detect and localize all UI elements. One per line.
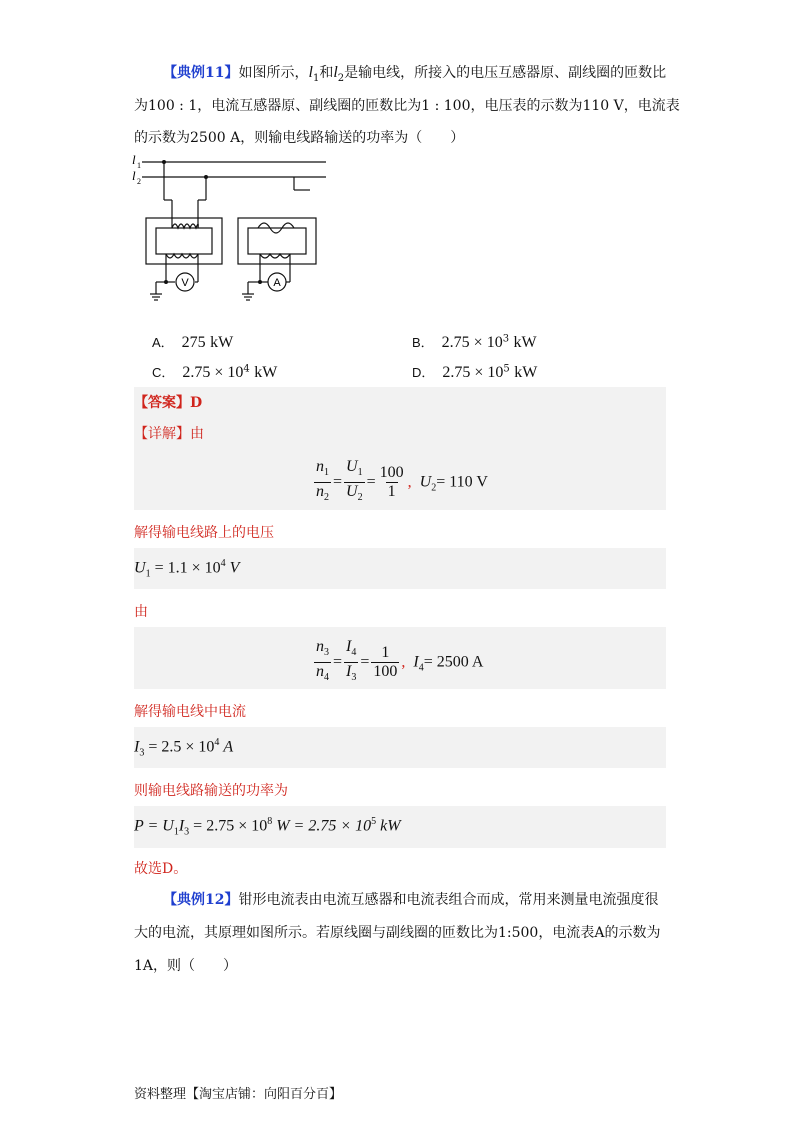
label-l1: l	[132, 152, 136, 167]
detail-line: 【详解】由	[134, 426, 204, 442]
svg-text:V: V	[181, 277, 189, 289]
label-l2: l	[132, 168, 136, 183]
text-from: 由	[134, 604, 148, 620]
q11-line3: 的示数为2500 A，则输电线路输送的功率为（ ）	[134, 130, 465, 146]
option-c[interactable]: C． $2.75 \times 10^4$ kW	[152, 363, 278, 381]
option-a[interactable]: A． 275 kW	[152, 334, 234, 351]
q12-line3: 1A，则（ ）	[134, 958, 238, 974]
q11-tag: 【典例11】	[163, 65, 239, 81]
svg-text:2: 2	[137, 177, 141, 186]
q12-line1: 【典例12】钳形电流表由电流互感器和电流表组合而成，常用来测量电流强度很	[163, 892, 659, 908]
ammeter-icon	[268, 273, 286, 291]
transformer-circuit-diagram	[130, 150, 330, 310]
q11-line2: 为100 : 1，电流互感器原、副线圈的匝数比为1 : 100，电压表的示数为110 V，电流表	[134, 98, 680, 114]
conclusion: 故选D。	[134, 861, 188, 877]
text-power: 则输电线路输送的功率为	[134, 783, 288, 799]
q12-line2: 大的电流，其原理如图所示。若原线圈与副线圈的匝数比为1:500，电流表A的示数为	[134, 925, 661, 941]
svg-text:1: 1	[137, 161, 141, 170]
option-b[interactable]: B． $2.75 \times 10^3$ kW	[412, 333, 537, 351]
q12-tag: 【典例12】	[163, 892, 239, 908]
text-current: 解得输电线中电流	[134, 704, 246, 720]
voltmeter-icon	[176, 273, 194, 291]
answer-line: 【答案】D	[134, 395, 203, 411]
equation-3: $\frac{n_3}{n_4}$ = $\frac{I_4}{I_3}$ = $\frac{1}{100}$ , $I_4= 2500$ A	[312, 638, 483, 687]
q11-line1: 【典例11】如图所示，$l_1$和$l_2$是输电线，所接入的电压互感器原、副线圈的匝数比	[163, 64, 667, 84]
equation-4: $I_3 = 2.5 \times 10^4$ A	[134, 737, 234, 759]
equation-1: $\frac{n_1}{n_2}$ = $\frac{U_1}{U_2}$ = $\frac{100}{1}$ , $U_2= 110$ V	[312, 458, 488, 507]
equation-2: $U_1 = 1.1 \times 10^4$ V	[134, 558, 240, 580]
option-d[interactable]: D． $2.75 \times 10^5$ kW	[412, 363, 538, 381]
svg-text:A: A	[273, 277, 281, 289]
equation-5: $P = U_1I_3 = 2.75 \times 10^8$ $W = 2.75 \times 10^5$ kW	[134, 816, 401, 838]
text-voltage: 解得输电线路上的电压	[134, 525, 274, 541]
footer-text: 资料整理【淘宝店铺：向阳百分百】	[134, 1087, 343, 1102]
